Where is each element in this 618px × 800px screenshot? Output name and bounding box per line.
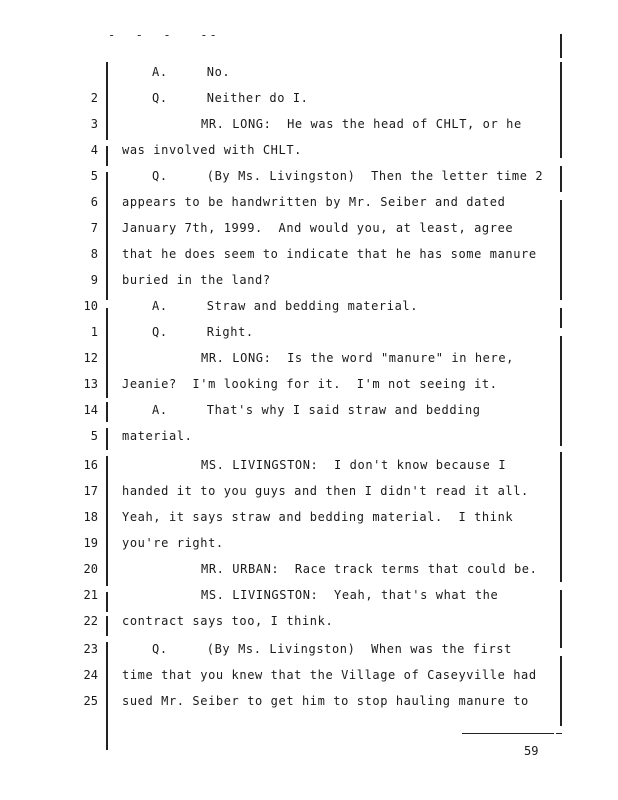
transcript-line: Q. (By Ms. Livingston) When was the first	[152, 642, 512, 656]
line-number: 17	[83, 484, 98, 498]
transcript-line: MS. LIVINGSTON: I don't know because I	[201, 458, 507, 472]
line-number: 7	[90, 221, 98, 235]
page-number: 59	[524, 744, 539, 758]
right-margin-rule	[560, 590, 562, 648]
line-number: 20	[83, 562, 98, 576]
right-margin-rule	[560, 200, 562, 300]
right-margin-rule	[560, 308, 562, 328]
line-number: 22	[83, 614, 98, 628]
line-number: 13	[83, 377, 98, 391]
transcript-line: MS. LIVINGSTON: Yeah, that's what the	[201, 588, 499, 602]
line-number: 8	[90, 247, 98, 261]
right-margin-rule	[560, 166, 562, 192]
transcript-line: sued Mr. Seiber to get him to stop hauling manure to	[122, 694, 529, 708]
transcript-line: A. That's why I said straw and bedding	[152, 403, 481, 417]
line-number: 23	[83, 642, 98, 656]
transcript-line: Q. Neither do I.	[152, 91, 309, 105]
transcript-line: January 7th, 1999. And would you, at least, agree	[122, 221, 514, 235]
line-number: 10	[83, 299, 98, 313]
transcript-line: contract says too, I think.	[122, 614, 334, 628]
left-margin-rule	[106, 642, 108, 750]
transcript-line: Q. Right.	[152, 325, 254, 339]
transcript-line: was involved with CHLT.	[122, 143, 302, 157]
left-margin-rule	[106, 146, 108, 166]
line-number: 16	[83, 458, 98, 472]
line-number: 5	[90, 429, 98, 443]
transcript-line: that he does seem to indicate that he has some manure	[122, 247, 537, 261]
line-number: 2	[90, 91, 98, 105]
header-marks: - - - --	[108, 28, 219, 42]
transcript-line: Q. (By Ms. Livingston) Then the letter time 2	[152, 169, 544, 183]
line-number: 9	[90, 273, 98, 287]
transcript-line: MR. URBAN: Race track terms that could be.	[201, 562, 538, 576]
transcript-line: MR. LONG: He was the head of CHLT, or he	[201, 117, 522, 131]
transcript-line: A. No.	[152, 65, 231, 79]
line-number: 25	[83, 694, 98, 708]
transcript-line: Yeah, it says straw and bedding material. I think	[122, 510, 514, 524]
left-margin-rule	[106, 62, 108, 140]
transcript-line: appears to be handwritten by Mr. Seiber and dated	[122, 195, 506, 209]
left-margin-rule	[106, 308, 108, 398]
left-margin-rule	[106, 402, 108, 422]
transcript-line: buried in the land?	[122, 273, 271, 287]
line-number: 14	[83, 403, 98, 417]
right-margin-rule	[560, 656, 562, 726]
line-number: 4	[90, 143, 98, 157]
line-number: 5	[90, 169, 98, 183]
transcript-line: A. Straw and bedding material.	[152, 299, 419, 313]
footer-rule	[462, 733, 554, 734]
transcript-line: handed it to you guys and then I didn't read it all.	[122, 484, 529, 498]
line-number: 12	[83, 351, 98, 365]
transcript-line: you're right.	[122, 536, 224, 550]
left-margin-rule	[106, 172, 108, 300]
line-number: 1	[90, 325, 98, 339]
transcript-line: time that you knew that the Village of Caseyville had	[122, 668, 537, 682]
left-margin-rule	[106, 456, 108, 586]
line-number: 21	[83, 588, 98, 602]
left-margin-rule	[106, 592, 108, 612]
transcript-line: MR. LONG: Is the word "manure" in here,	[201, 351, 514, 365]
right-margin-rule	[560, 452, 562, 582]
line-number: 18	[83, 510, 98, 524]
line-number: 3	[90, 117, 98, 131]
right-margin-rule	[560, 34, 562, 58]
line-number: 6	[90, 195, 98, 209]
transcript-line: material.	[122, 429, 193, 443]
transcript-line: Jeanie? I'm looking for it. I'm not seeing it.	[122, 377, 498, 391]
left-margin-rule	[106, 616, 108, 636]
right-margin-rule	[560, 336, 562, 446]
left-margin-rule	[106, 428, 108, 450]
right-margin-rule	[560, 62, 562, 158]
line-number: 19	[83, 536, 98, 550]
footer-tick	[556, 733, 562, 734]
line-number: 24	[83, 668, 98, 682]
